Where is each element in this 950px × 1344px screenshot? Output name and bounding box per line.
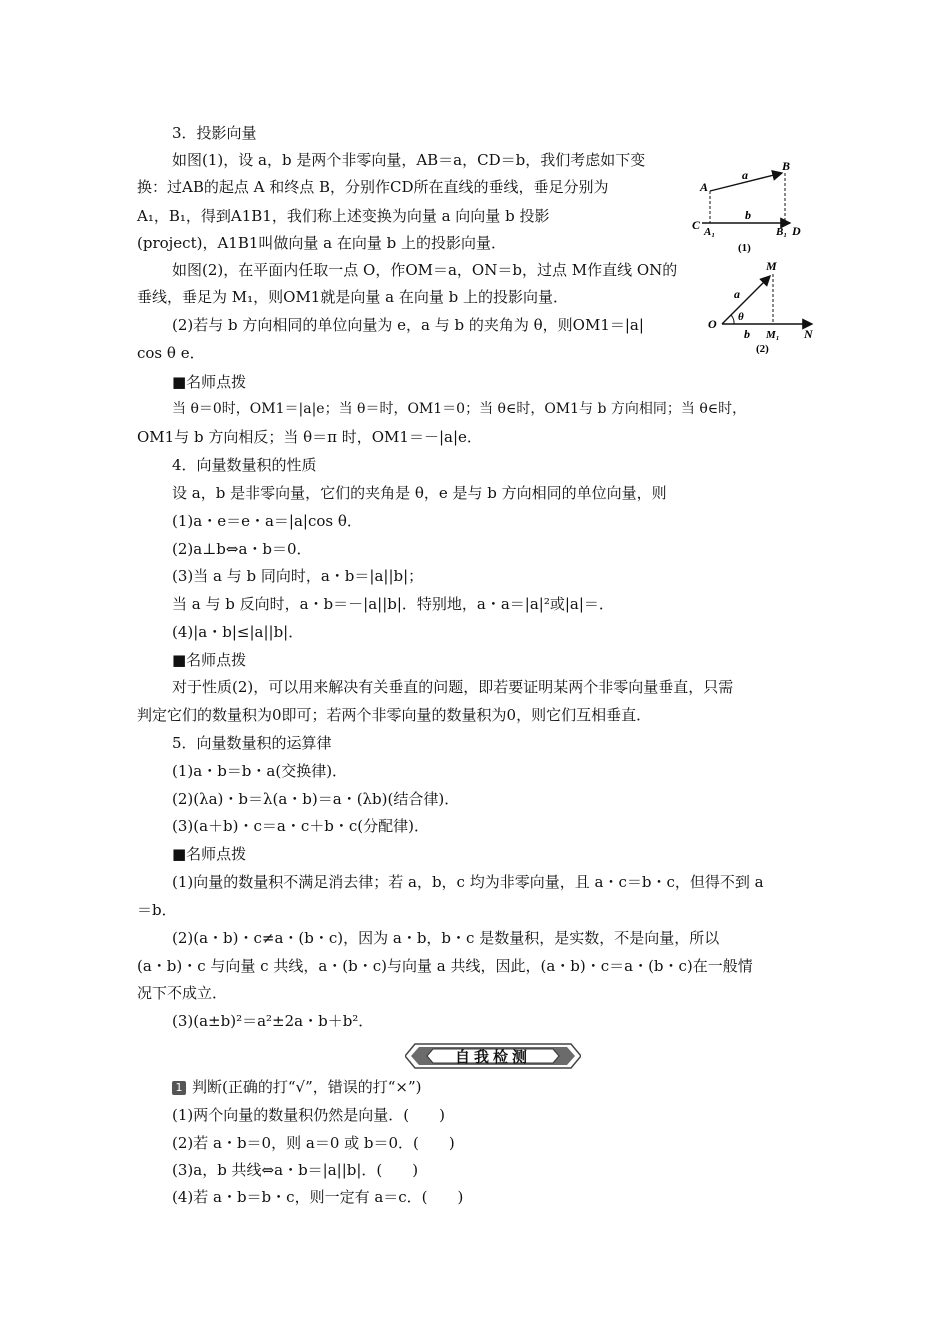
text-line: (2)(a・b)・c≠a・(b・c)，因为 a・b，b・c 是数量积，是实数，不是向量，所以 <box>172 929 720 947</box>
quiz-prompt <box>172 1077 422 1097</box>
text-line: 判定它们的数量积为0即可；若两个非零向量的数量积为0，则它们互相垂直． <box>137 706 652 724</box>
fig2-label-M: M <box>766 259 777 273</box>
fig1-caption: (1) <box>738 242 751 254</box>
section-title-projection: 3．投影向量 <box>172 124 257 142</box>
fig1-label-A1: A₁ <box>704 226 716 238</box>
text-line: (3)(a＋b)・c＝a・c＋b・c(分配律)． <box>172 817 429 835</box>
tip-heading: ■名师点拨 <box>172 373 247 391</box>
text-line: (4)|a・b|≤|a||b|． <box>172 623 304 641</box>
text-line: (a・b)・c 与向量 c 共线，a・(b・c)与向量 a 共线，因此，(a・b)・c＝a・(b・c)在一般情 <box>137 957 753 975</box>
text-line: A₁，B₁，得到A1B1，我们称上述变换为向量 a 向向量 b 投影 <box>137 207 550 225</box>
text-line: 如图(1)，设 a，b 是两个非零向量，AB＝a，CD＝b，我们考虑如下变 <box>172 151 646 169</box>
text-line: OM1与 b 方向相反；当 θ＝π 时，OM1＝－|a|e． <box>137 428 482 446</box>
quiz-prompt-text: 判断(正确的打“√”，错误的打“×”) <box>192 1078 422 1096</box>
fig2-label-O: O <box>708 317 717 331</box>
text-line: 况下不成立． <box>137 984 228 1002</box>
text-line: (2)(λa)・b＝λ(a・b)＝a・(λb)(结合律)． <box>172 790 460 808</box>
quiz-item: (1)两个向量的数量积仍然是向量．( ) <box>172 1106 445 1124</box>
fig1-label-A: A <box>700 180 709 194</box>
text-line: 换：过AB的起点 A 和终点 B，分别作CD所在直线的垂线，垂足分别为 <box>137 178 609 196</box>
text-line: (3)(a±b)²＝a²±2a・b＋b²． <box>172 1012 374 1030</box>
question-number-badge: 1 <box>172 1081 186 1095</box>
fig1-label-B: B <box>782 159 791 173</box>
section-title-laws: 5．向量数量积的运算律 <box>172 734 332 752</box>
text-line: 垂线，垂足为 M₁，则OM1就是向量 a 在向量 b 上的投影向量． <box>137 288 568 306</box>
text-line: (2)a⊥b⇔a・b＝0． <box>172 540 312 558</box>
text-line: (1)a・e＝e・a＝|a|cos θ． <box>172 512 362 530</box>
quiz-item: (4)若 a・b＝b・c，则一定有 a＝c．( ) <box>172 1188 464 1206</box>
section-title-properties: 4．向量数量积的性质 <box>172 456 317 474</box>
tip-heading: ■名师点拨 <box>172 845 247 863</box>
text-line: (1)a・b＝b・a(交换律)． <box>172 762 348 780</box>
text-line: cos θ e． <box>137 344 205 362</box>
fig2-label-a: a <box>734 287 740 301</box>
text-line: ＝b． <box>137 901 177 919</box>
text-line: 如图(2)，在平面内任取一点 O，作OM＝a，ON＝b，过点 M作直线 ON的 <box>172 261 678 279</box>
text-line: 当 θ＝0时，OM1＝|a|e；当 θ＝时，OM1＝0；当 θ∈时，OM1与 b 方向相同；当 θ∈时， <box>172 401 747 417</box>
self-check-title: 自我检测 <box>454 1048 531 1066</box>
text-line: (3)当 a 与 b 同向时，a・b＝|a||b|； <box>172 567 424 585</box>
fig2-label-M1: M₁ <box>766 329 780 341</box>
fig1-label-B1: B₁ <box>776 226 788 238</box>
text-line: (project)，A1B1叫做向量 a 在向量 b 上的投影向量． <box>137 234 507 252</box>
fig2-caption: (2) <box>756 343 769 354</box>
text-line: (1)向量的数量积不满足消去律；若 a，b，c 均为非零向量，且 a・c＝b・c，但得不到 a <box>172 873 764 891</box>
fig1-label-D: D <box>792 224 801 238</box>
figure-2-projection <box>700 258 820 354</box>
quiz-item: (2)若 a・b＝0，则 a＝0 或 b＝0．( ) <box>172 1134 455 1152</box>
figure-1-projection <box>690 155 810 255</box>
fig1-label-a: a <box>742 168 748 182</box>
text-line: 设 a，b 是非零向量，它们的夹角是 θ，e 是与 b 方向相同的单位向量，则 <box>172 484 667 502</box>
fig2-label-theta: θ <box>738 311 744 323</box>
tip-heading: ■名师点拨 <box>172 651 247 669</box>
fig2-label-b: b <box>744 327 750 341</box>
text-line: (2)若与 b 方向相同的单位向量为 e，a 与 b 的夹角为 θ，则OM1＝|a| <box>172 316 644 334</box>
self-check-banner <box>405 1041 581 1071</box>
fig2-label-N: N <box>804 327 813 341</box>
text-line: 当 a 与 b 反向时，a・b＝－|a||b|．特别地，a・a＝|a|²或|a|＝． <box>172 595 614 613</box>
text-line: 对于性质(2)，可以用来解决有关垂直的问题，即若要证明某两个非零向量垂直，只需 <box>172 678 734 696</box>
fig1-label-C: C <box>692 218 701 232</box>
fig1-label-b: b <box>745 208 751 222</box>
quiz-item: (3)a，b 共线⇔a・b＝|a||b|．( ) <box>172 1161 419 1179</box>
